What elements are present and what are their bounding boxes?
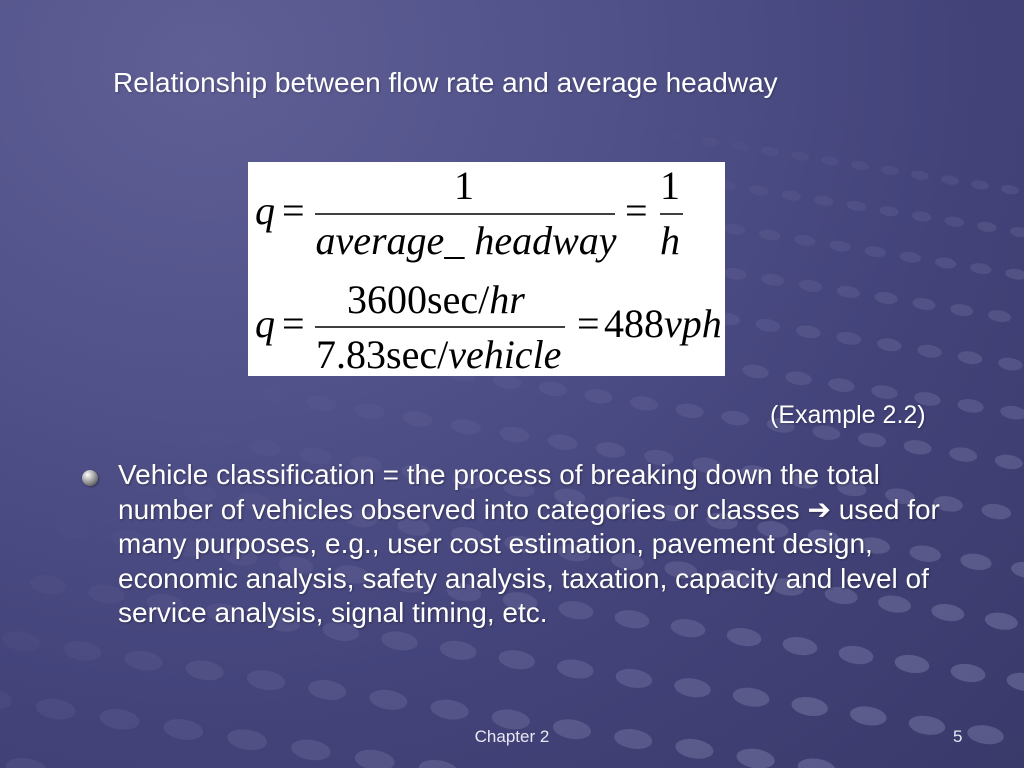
background-dot — [910, 169, 929, 181]
background-dot — [999, 404, 1024, 421]
background-dot — [846, 200, 867, 213]
background-dot — [673, 676, 712, 700]
background-dot — [417, 757, 460, 768]
eq2-numerator-unit: hr — [489, 277, 525, 322]
background-dot — [836, 284, 861, 299]
sphere-bullet-icon — [82, 470, 98, 486]
background-dot — [429, 697, 470, 722]
background-dot — [793, 233, 816, 247]
background-dot — [870, 384, 898, 401]
background-dot — [498, 425, 530, 444]
background-dot — [970, 179, 989, 191]
background-dot — [614, 666, 653, 690]
background-dot — [949, 303, 974, 318]
eq2-result — [604, 301, 722, 346]
background-dot — [944, 215, 965, 228]
bullet-line: service analysis, signal timing, etc. — [118, 597, 548, 628]
eq2-equals-a: = — [282, 301, 305, 346]
background-dot — [354, 402, 386, 421]
background-dot — [306, 394, 338, 413]
background-dot — [849, 704, 888, 728]
background-dot — [758, 228, 781, 242]
bullet-line: economic analysis, safety analysis, taxation, capacity and level of — [118, 562, 929, 594]
background-dot — [1005, 267, 1024, 281]
background-dot — [1010, 560, 1024, 581]
background-dot — [720, 409, 750, 427]
background-dot — [795, 324, 821, 340]
bullet-paragraph — [118, 458, 940, 631]
background-dot — [916, 343, 942, 359]
background-dot — [731, 685, 770, 709]
background-dot — [670, 131, 689, 143]
background-dot — [450, 417, 482, 436]
eq1-equals-b: = — [625, 188, 648, 233]
background-dot — [893, 653, 930, 676]
background-dot — [538, 380, 568, 398]
eq2-lhs: q — [255, 301, 275, 346]
background-dot — [748, 184, 769, 197]
background-dot — [864, 245, 887, 259]
background-dot — [994, 453, 1024, 471]
background-dot — [997, 356, 1023, 372]
background-dot — [62, 638, 103, 663]
background-dot — [123, 648, 164, 673]
background-dot — [934, 256, 957, 270]
background-dot — [1000, 184, 1019, 196]
background-dot — [987, 309, 1012, 324]
equation-box — [248, 162, 725, 376]
background-dot — [827, 377, 855, 394]
background-dot — [850, 160, 869, 172]
background-dot — [879, 205, 900, 218]
background-dot — [353, 747, 396, 768]
background-dot — [912, 296, 937, 311]
background-dot — [790, 695, 829, 719]
background-dot — [53, 518, 90, 541]
background-dot — [820, 155, 839, 167]
background-dot — [1009, 226, 1024, 239]
background-dot — [4, 755, 49, 768]
bullet-line: many purposes, e.g., user cost estimation, pavement design, — [118, 528, 873, 559]
background-dot — [876, 337, 902, 353]
background-dot — [813, 194, 834, 207]
background-dot — [940, 174, 959, 186]
background-dot — [402, 409, 434, 428]
background-dot — [760, 272, 785, 287]
background-dot — [257, 386, 289, 405]
background-dot — [948, 445, 978, 463]
background-dot — [781, 189, 802, 202]
bullet-line: number of vehicles observed into categories or classes ➔ used for — [118, 493, 940, 525]
background-dot — [956, 397, 984, 414]
eq1-equals-a: = — [282, 188, 305, 233]
background-dot — [0, 563, 9, 587]
background-dot — [911, 210, 932, 223]
background-dot — [735, 746, 776, 768]
eq1-frac-b-denominator: h — [660, 218, 680, 263]
background-dot — [583, 387, 613, 405]
background-dot — [899, 250, 922, 264]
eq1-frac-b-numerator: 1 — [660, 163, 680, 208]
background-dot — [880, 165, 899, 177]
background-dot — [980, 502, 1012, 521]
background-dot — [959, 552, 993, 573]
eq2-equals-b: = — [577, 301, 600, 346]
background-dot — [796, 756, 837, 768]
background-dot — [556, 657, 595, 681]
background-dot — [675, 402, 705, 420]
background-dot — [760, 145, 779, 157]
background-dot — [755, 317, 781, 333]
background-dot — [595, 440, 627, 459]
eq2-denominator-number: 7.83sec/ — [316, 332, 449, 376]
background-dot — [380, 629, 419, 653]
background-dot — [629, 394, 659, 412]
background-dot — [700, 136, 719, 148]
background-dot — [957, 350, 983, 366]
background-dot — [307, 678, 348, 703]
example-reference: (Example 2.2) — [770, 401, 926, 429]
footer-chapter-label: Chapter 2 — [474, 727, 550, 746]
eq2-result-number: 488 — [604, 301, 664, 346]
background-dot — [874, 290, 899, 305]
eq2-result-unit: vph — [664, 301, 722, 346]
eq2-numerator — [347, 277, 525, 322]
background-dot — [730, 141, 749, 153]
background-dot — [547, 432, 579, 451]
background-dot — [723, 266, 748, 281]
eq2-denominator — [316, 332, 561, 376]
slide-heading: Relationship between flow rate and average headway — [113, 67, 778, 98]
background-dot — [798, 278, 823, 293]
bullet-line: Vehicle classification = the process of breaking down the total — [118, 459, 880, 490]
equation-image — [248, 162, 725, 376]
background-dot — [28, 573, 67, 597]
background-dot — [1, 629, 42, 654]
background-dot — [969, 262, 992, 276]
background-dot — [248, 438, 282, 459]
eq1-frac-a-numerator: 1 — [454, 163, 474, 208]
background-dot — [784, 370, 812, 387]
background-dot — [368, 687, 409, 712]
background-dot — [34, 696, 77, 722]
background-dot — [829, 239, 852, 253]
footer-page-number: 5 — [953, 727, 963, 746]
background-dot — [197, 430, 231, 451]
background-dot — [857, 431, 887, 449]
background-dot — [781, 635, 818, 658]
background-dot — [438, 638, 477, 662]
background-dot — [497, 648, 536, 672]
background-dot — [949, 662, 986, 685]
background-dot — [0, 686, 13, 712]
eq2-denominator-unit: vehicle — [448, 332, 562, 376]
background-dot — [836, 330, 862, 346]
background-dot — [903, 438, 933, 456]
eq2-numerator-number: 3600sec/ — [347, 277, 490, 322]
background-dot — [837, 644, 874, 667]
background-dot — [976, 221, 997, 234]
eq1-lhs: q — [255, 188, 275, 233]
background-dot — [984, 610, 1019, 632]
background-dot — [1005, 670, 1024, 693]
background-dot — [184, 658, 225, 683]
background-dot — [741, 363, 769, 380]
background-dot — [790, 150, 809, 162]
background-dot — [246, 668, 287, 693]
background-dot — [723, 222, 746, 236]
eq1-frac-a-denominator: average_ headway — [315, 218, 617, 263]
